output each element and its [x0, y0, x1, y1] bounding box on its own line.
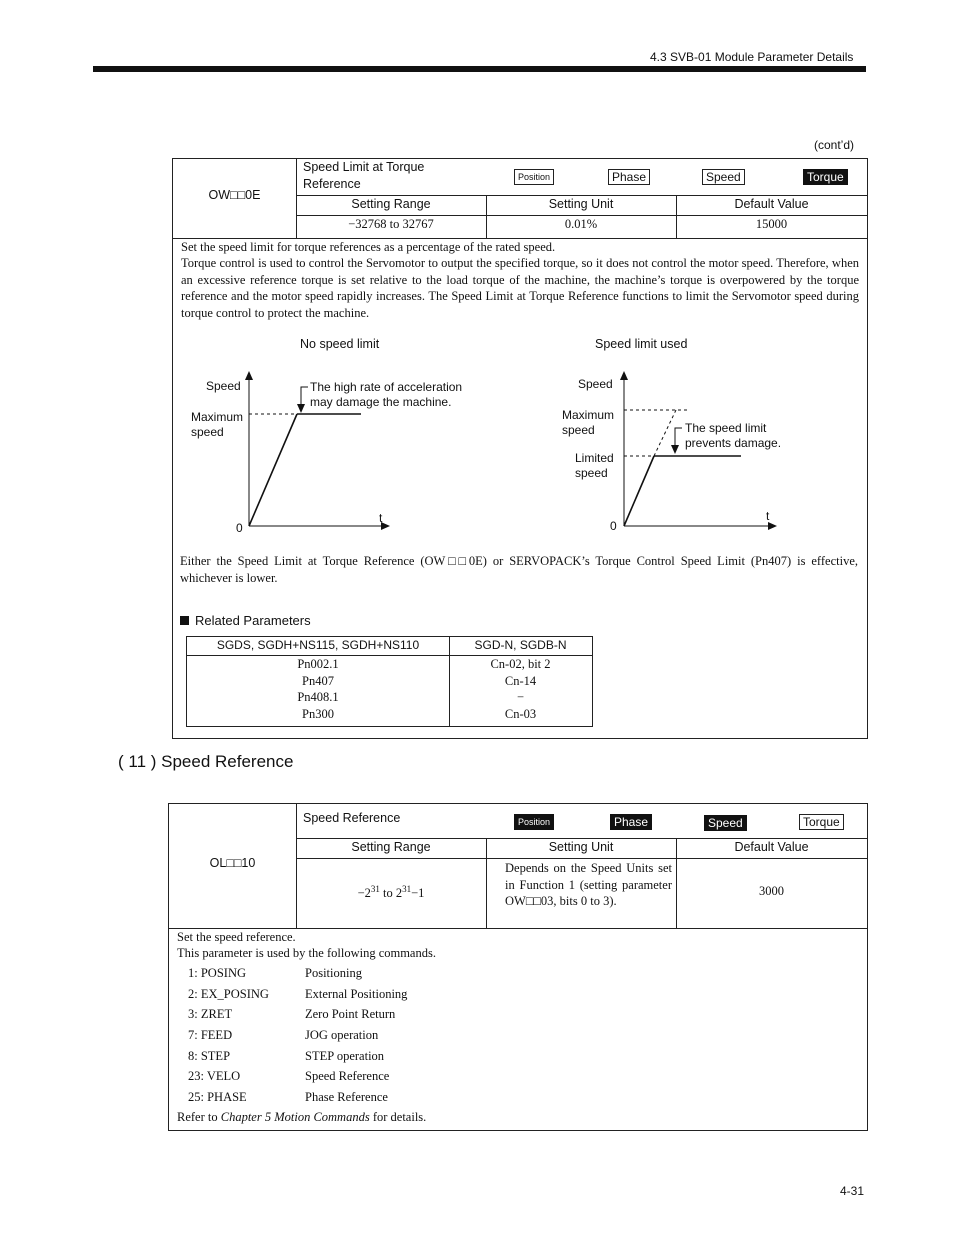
- param2-name: Speed Reference: [303, 811, 401, 825]
- mode-torque-badge: Torque: [799, 814, 844, 830]
- mode-speed-badge: Speed: [704, 815, 747, 831]
- related-parameters-title: Related Parameters: [195, 613, 311, 628]
- page-number: 4-31: [840, 1184, 865, 1198]
- graph-right-lim-label-2: speed: [575, 466, 608, 480]
- bullet-square-icon: [180, 616, 189, 625]
- command-name: Zero Point Return: [305, 1007, 396, 1022]
- command-code: 8: STEP: [188, 1048, 231, 1063]
- graph-left-max-label-2: speed: [191, 425, 224, 439]
- command-name: JOG operation: [305, 1028, 379, 1043]
- list-item: [188, 1028, 588, 1049]
- list-item: [188, 1049, 588, 1070]
- list-item: [188, 1069, 588, 1090]
- graph-left-note-2: may damage the machine.: [310, 395, 452, 409]
- related-col2-header: SGD-N, SGDB-N: [474, 638, 567, 652]
- graph-right-y-label: Speed: [578, 377, 613, 391]
- mode-phase-badge: Phase: [608, 169, 650, 185]
- graph-right-note-2: prevents damage.: [685, 436, 782, 450]
- section-title: ( 11 ) Speed Reference: [118, 752, 294, 771]
- header-rule: [93, 66, 866, 72]
- command-name: External Positioning: [305, 986, 408, 1001]
- command-name: Positioning: [305, 966, 362, 980]
- refer-pre: Refer to: [177, 1110, 221, 1124]
- param1-default-value: 15000: [755, 217, 788, 231]
- list-item: [188, 987, 588, 1008]
- graph-right-origin: 0: [610, 519, 617, 533]
- mode-torque-badge-active: Torque: [803, 169, 848, 185]
- related-col2-values: [449, 656, 592, 722]
- command-code: 23: VELO: [188, 1069, 241, 1084]
- related-col2-value: Cn-03: [504, 706, 537, 721]
- param2-table: [168, 803, 868, 1131]
- related-parameters-table: [186, 636, 593, 727]
- related-col1-value: Pn300: [302, 706, 334, 721]
- graph-right-max-label-2: speed: [562, 423, 595, 437]
- param2-range-value: [296, 884, 486, 901]
- param1-unit-value: 0.01%: [564, 217, 598, 231]
- param1-desc2: Torque control is used to control the Servomotor to output the specified torque, so it does not control the motor speed. Therefore, when an excessive reference torque is set relative to the load torque of the machine, the machine’s torque is overpowered by the torque reference and the motor speed rapidly increases. The Speed Limit at Torque Reference functions to limit the Servomotor speed during torque control to protect the machine.: [181, 256, 859, 320]
- graph-left-title: No speed limit: [300, 337, 380, 351]
- param1-either-text: Either the Speed Limit at Torque Reference (OW□□0E) or SERVOPACK’s Torque Control Speed Limit (Pn407) is effective, whichever is lower.: [180, 554, 858, 585]
- related-col1-value: Pn408.1: [297, 690, 339, 704]
- graph-right-t-label: t: [766, 509, 770, 523]
- mode-position-badge: Position: [514, 814, 554, 830]
- graph-left-note-1: The high rate of acceleration: [310, 380, 463, 394]
- command-name: STEP operation: [305, 1048, 385, 1063]
- range-exp2: 31: [402, 884, 412, 894]
- graph-left-origin: 0: [236, 521, 243, 535]
- param2-desc1: Set the speed reference.: [177, 930, 296, 944]
- header-setting-unit: Setting Unit: [548, 840, 614, 854]
- command-name: Speed Reference: [305, 1069, 390, 1084]
- refer-chapter-link: Chapter 5 Motion Commands: [220, 1110, 370, 1124]
- mode-speed-badge: Speed: [702, 169, 745, 185]
- graph-left-max-label-1: Maximum: [191, 410, 244, 424]
- graph-left-y-label: Speed: [206, 379, 241, 393]
- param1-range-value: −32768 to 32767: [348, 217, 434, 231]
- related-col1-values: [187, 656, 449, 722]
- param2-desc2: This parameter is used by the following commands.: [177, 946, 436, 960]
- related-col1-value: Pn407: [302, 673, 334, 688]
- refer-text: [177, 1110, 426, 1125]
- range-tail: −1: [411, 886, 425, 901]
- list-item: [188, 1007, 588, 1028]
- header-default-value: Default Value: [734, 197, 809, 211]
- contd-label: (cont’d): [814, 138, 855, 152]
- command-name: Phase Reference: [305, 1090, 388, 1105]
- related-col2-value: Cn-14: [504, 673, 537, 688]
- command-code: 1: POSING: [188, 966, 246, 980]
- graph-right-lim-label-1: Limited: [575, 451, 614, 465]
- list-item: [188, 966, 588, 987]
- param1-name-line1: Speed Limit at Torque: [303, 160, 425, 174]
- command-code: 2: EX_POSING: [188, 986, 269, 1001]
- refer-post: for details.: [369, 1110, 427, 1124]
- command-code: 3: ZRET: [188, 1007, 233, 1022]
- graph-right-note-1: The speed limit: [685, 421, 767, 435]
- graph-left-t-label: t: [379, 511, 383, 525]
- mode-position-badge: Position: [514, 169, 554, 185]
- header-default-value: Default Value: [734, 840, 809, 854]
- range-to: to 2: [379, 886, 403, 901]
- related-col2-value: −: [516, 690, 525, 704]
- range-exp: 31: [370, 884, 380, 894]
- param1-name-line2: Reference: [303, 176, 361, 191]
- page-header: 4.3 SVB-01 Module Parameter Details: [650, 50, 854, 64]
- related-col1-header: SGDS, SGDH+NS115, SGDH+NS110: [216, 638, 420, 652]
- param2-register: OL□□10: [209, 856, 256, 870]
- related-col2-value: Cn-02, bit 2: [490, 657, 551, 671]
- command-list: [188, 966, 588, 1111]
- graph-right-max-label-1: Maximum: [562, 408, 615, 422]
- command-code: 7: FEED: [188, 1028, 233, 1043]
- related-col1-value: Pn002.1: [297, 657, 339, 671]
- header-setting-unit: Setting Unit: [548, 197, 614, 211]
- header-setting-range: Setting Range: [351, 197, 431, 211]
- range-base: −2: [357, 886, 371, 901]
- list-item: [188, 1090, 588, 1111]
- param1-desc1: Set the speed limit for torque references as a percentage of the rated speed.: [181, 240, 556, 254]
- param1-register: OW□□0E: [208, 188, 261, 202]
- param2-default-value: 3000: [759, 884, 784, 898]
- graph-right-title: Speed limit used: [595, 337, 688, 351]
- related-parameters-heading: [180, 613, 311, 628]
- param2-unit-value: Depends on the Speed Units set in Function 1 (setting parameter OW□□03, bits 0 to 3).: [505, 861, 672, 908]
- command-code: 25: PHASE: [188, 1090, 247, 1105]
- header-setting-range: Setting Range: [351, 840, 431, 854]
- mode-phase-badge: Phase: [610, 814, 652, 830]
